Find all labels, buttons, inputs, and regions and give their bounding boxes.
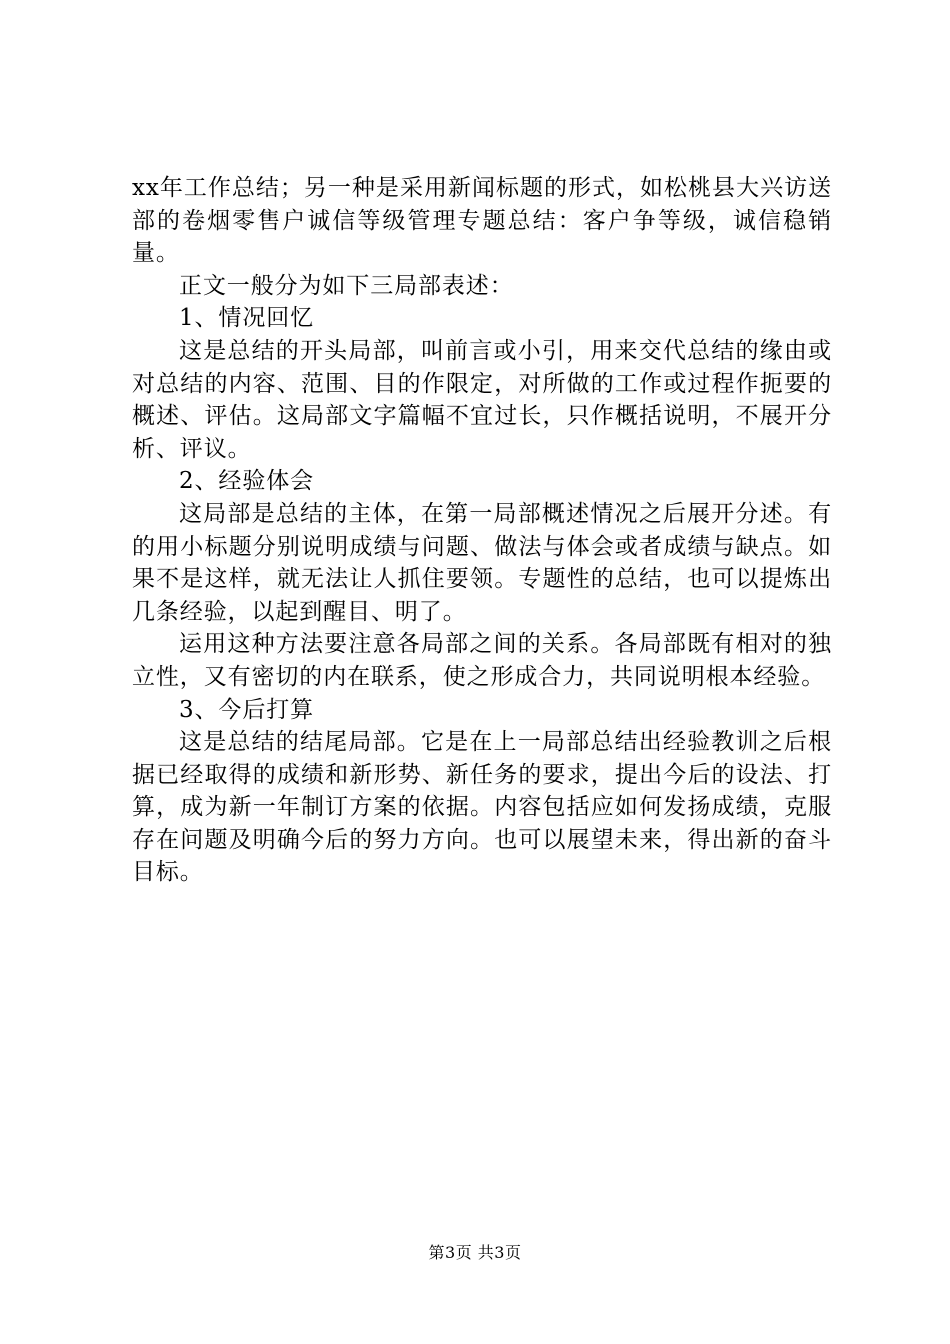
paragraph-section-2: 这局部是总结的主体，在第一局部概述情况之后展开分述。有的用小标题分别说明成绩与问题、做法与体会或者成绩与缺点。如果不是这样，就无法让人抓住要领。专题性的总结，也可以提炼出几条经验，以起到醒目、明了。 [132, 500, 832, 625]
paragraph-intro-continued: xx年工作总结；另一种是采用新闻标题的形式，如松桃县大兴访送部的卷烟零售户诚信等级管理专题总结：客户争等级，诚信稳销量。 [132, 175, 832, 267]
section-heading-2: 2、经验体会 [179, 468, 315, 495]
paragraph-structure-intro: 正文一般分为如下三局部表述： [179, 272, 514, 299]
section-heading-3: 3、今后打算 [179, 696, 315, 723]
page-footer: 第3页 共3页 [428, 1243, 522, 1262]
section-heading-1: 1、情况回忆 [179, 305, 315, 332]
document-body [132, 172, 832, 889]
paragraph-section-1: 这是总结的开头局部，叫前言或小引，用来交代总结的缘由或对总结的内容、范围、目的作限定，对所做的工作或过程作扼要的概述、评估。这局部文字篇幅不宜过长，只作概括说明，不展开分析、评议。 [132, 337, 832, 462]
paragraph-section-2-relations: 运用这种方法要注意各局部之间的关系。各局部既有相对的独立性，又有密切的内在联系，使之形成合力，共同说明根本经验。 [132, 631, 832, 690]
paragraph-section-3: 这是总结的结尾局部。它是在上一局部总结出经验教训之后根据已经取得的成绩和新形势、新任务的要求，提出今后的设法、打算，成为新一年制订方案的依据。内容包括应如何发扬成绩，克服存在问题及明确今后的努力方向。也可以展望未来，得出新的奋斗目标。 [132, 729, 832, 886]
